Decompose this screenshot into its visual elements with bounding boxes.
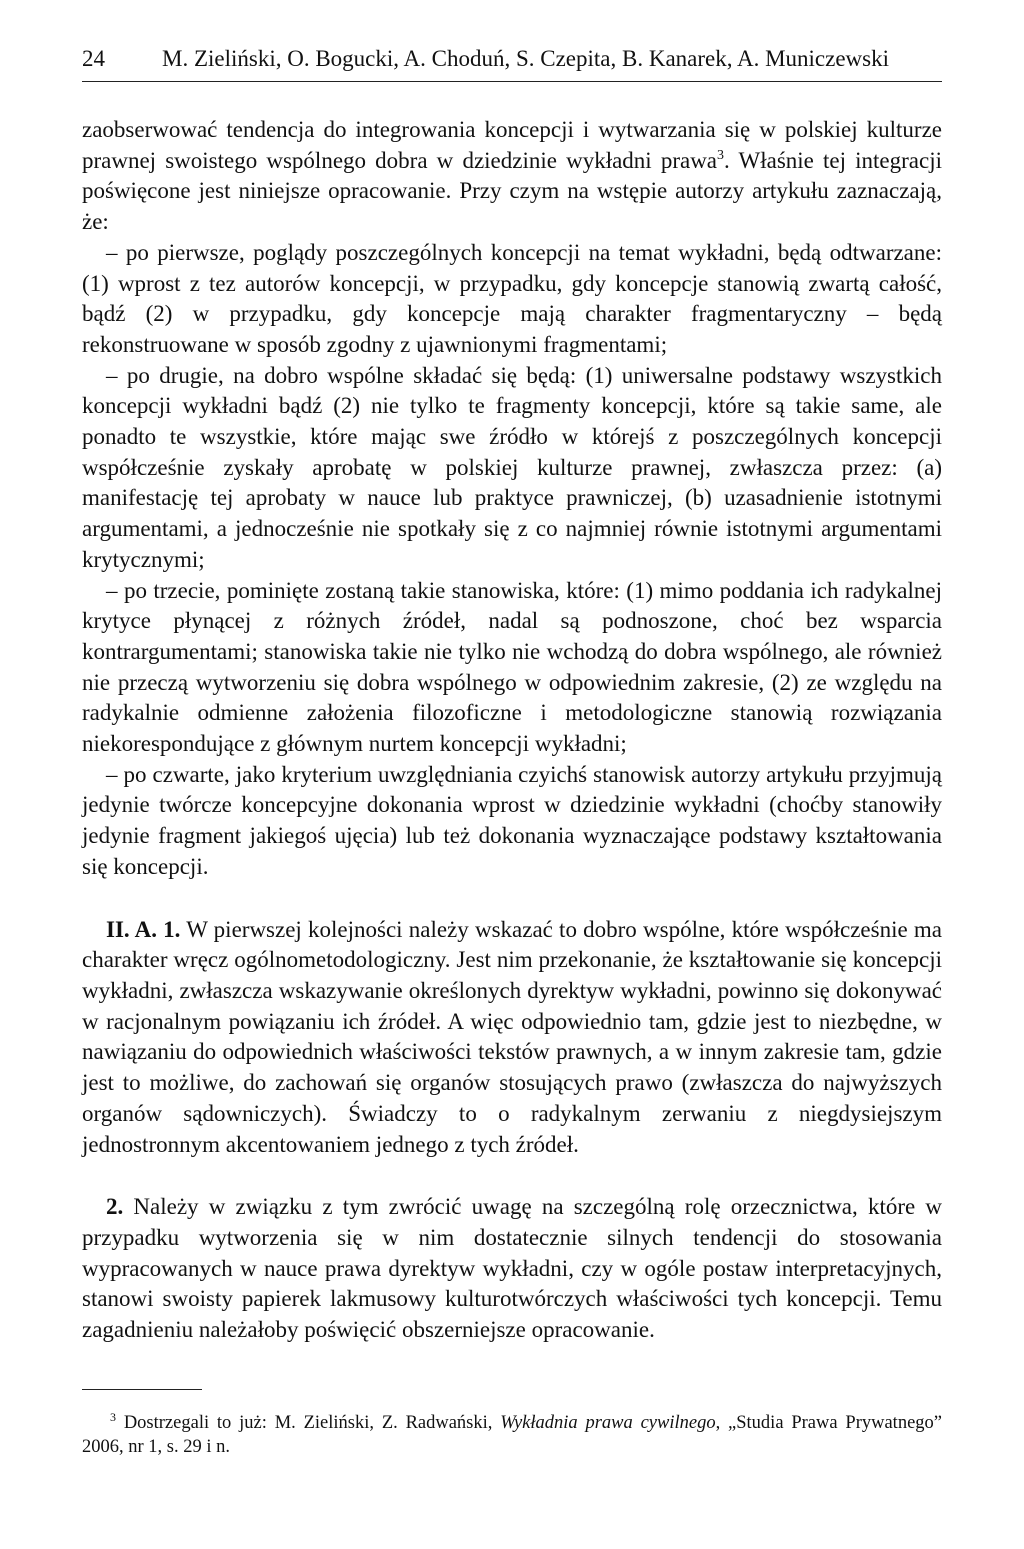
footnote-ref-3[interactable]: 3 [717,147,725,163]
section-label-II-A-1: II. A. 1. [106,916,181,942]
header-rule [82,81,942,82]
intro-text-b: . Właśnie tej integracji poświęcone jest niniejsze opracowanie. Przy czym na wstępie autorzy artykułu zaznaczają, że: [82,147,942,235]
list-item-first: – po pierwsze, poglądy poszczególnych koncepcji na temat wykładni, będą odtwarzane: (1) wprost z tez autorów koncepcji, w przypadku, gdy koncepcje stanowią zwartą całość, bądź (2) w przypadku, gdy koncepcje mają charakter fragmentaryczny – będą rekonstruowane w sposób zgodny z ujawnionymi fragmentami; [82,239,942,357]
list-item-third: – po trzecie, pominięte zostaną takie stanowiska, które: (1) mimo poddania ich radykalnej krytyce płynącej z różnych źródeł, nadal są podnoszone, choć bez wsparcia kontrargumentami; stanowiska takie nie tylko nie wchodzą do dobra wspólnego, ale również nie przeczą wytworzeniu się dobra wspólnego w odpowiednim zakresie, (2) ze względu na radykalnie odmienne założenia filozoficzne i metodologiczne stanowią rozwiązania niekorespondujące z głównym nurtem koncepcji wykładni; [82,577,942,757]
intro-text-a: zaobserwować tendencja do integrowania koncepcji i wytwarzania się w polskiej kulturze prawnej swoistego wspólnego dobra w dziedzinie wykładni prawa [82,117,942,173]
list-item-second: – po drugie, na dobro wspólne składać się będą: (1) uniwersalne podstawy wszystkich koncepcji wykładni bądź (2) nie tylko te fragmenty koncepcji, które są takie same, ale ponadto te wszystkie, które mając swe źródło w którejś z poszczególnych koncepcji współcześnie zyskały aprobatę w polskiej kulturze prawnej, zwłaszcza przez: (a) manifestację tej aprobaty w nauce lub praktyce prawniczej, (b) uzasadnienie istotnymi argumentami, a jednocześnie nie spotkały się z co najmniej równie istotnymi argumentami krytycznymi; [82,362,942,572]
running-header [82,44,942,74]
header-authors: M. Zieliński, O. Bogucki, A. Choduń, S. Czepita, B. Kanarek, A. Municzewski [162,46,889,71]
section-text-2: Należy w związku z tym zwrócić uwagę na szczególną rolę orzecznictwa, które w przypadku wytworzenia się w nim dostatecznie silnych tendencji do stosowania wypracowanych w nauce prawa dyrektyw wykładni, czy w ogóle postaw interpretacyjnych, stanowi swoisty papierek lakmusowy kulturotwórczych właściwości tych koncepcji. Temu zagadnieniu należałoby poświęcić obszerniejsze opracowanie. [82,1194,942,1343]
main-text [82,115,942,1346]
section-label-2: 2. [106,1194,124,1220]
footnote-text-a: Dostrzegali to już: M. Zieliński, Z. Radwański, [116,1413,501,1433]
list-item-fourth: – po czwarte, jako kryterium uwzględniania czyichś stanowisk autorzy artykułu przyjmują jedynie twórcze koncepcyjne dokonania wprost w dziedzinie wykładni (choćby stanowiły jedynie fragment jakiegoś ujęcia) lub też dokonania wyznaczające podstawy kształtowania się koncepcji. [82,761,942,879]
paragraph-intro [82,115,942,238]
section-2 [82,1192,942,1346]
page-number: 24 [82,46,105,71]
footnote-3 [82,1411,942,1459]
footnote-rule [82,1389,202,1390]
footnote-number: 3 [110,1410,116,1424]
section-II-A-1 [82,915,942,1161]
footnote-title: Wykładnia prawa cywilnego [500,1413,716,1433]
section-text-II-A-1: W pierwszej kolejności należy wskazać to dobro wspólne, które współcześnie ma charakter wręcz ogólnometodologiczny. Jest nim przekonanie, że kształtowanie się koncepcji wykładni, zwłaszcza wskazywanie określonych dyrektyw wykładni, powinno się dokonywać w racjonalnym powiązaniu ich źródeł. A więc odpowiednio tam, gdzie jest to niezbędne, w nawiązaniu do odpowiednich właściwości tekstów prawnych, a w innym zakresie tam, gdzie jest to możliwe, do zachowań się organów stosujących prawo (zwłaszcza do najwyższych organów sądowniczych). Świadczy to o radykalnym zerwaniu z niegdysiejszym jednostronnym akcentowaniem jednego z tych źródeł. [82,916,942,1157]
footnote-text-b: , „Studia Prawa Prywatnego” 2006, nr 1, s. 29 i n. [82,1413,942,1457]
